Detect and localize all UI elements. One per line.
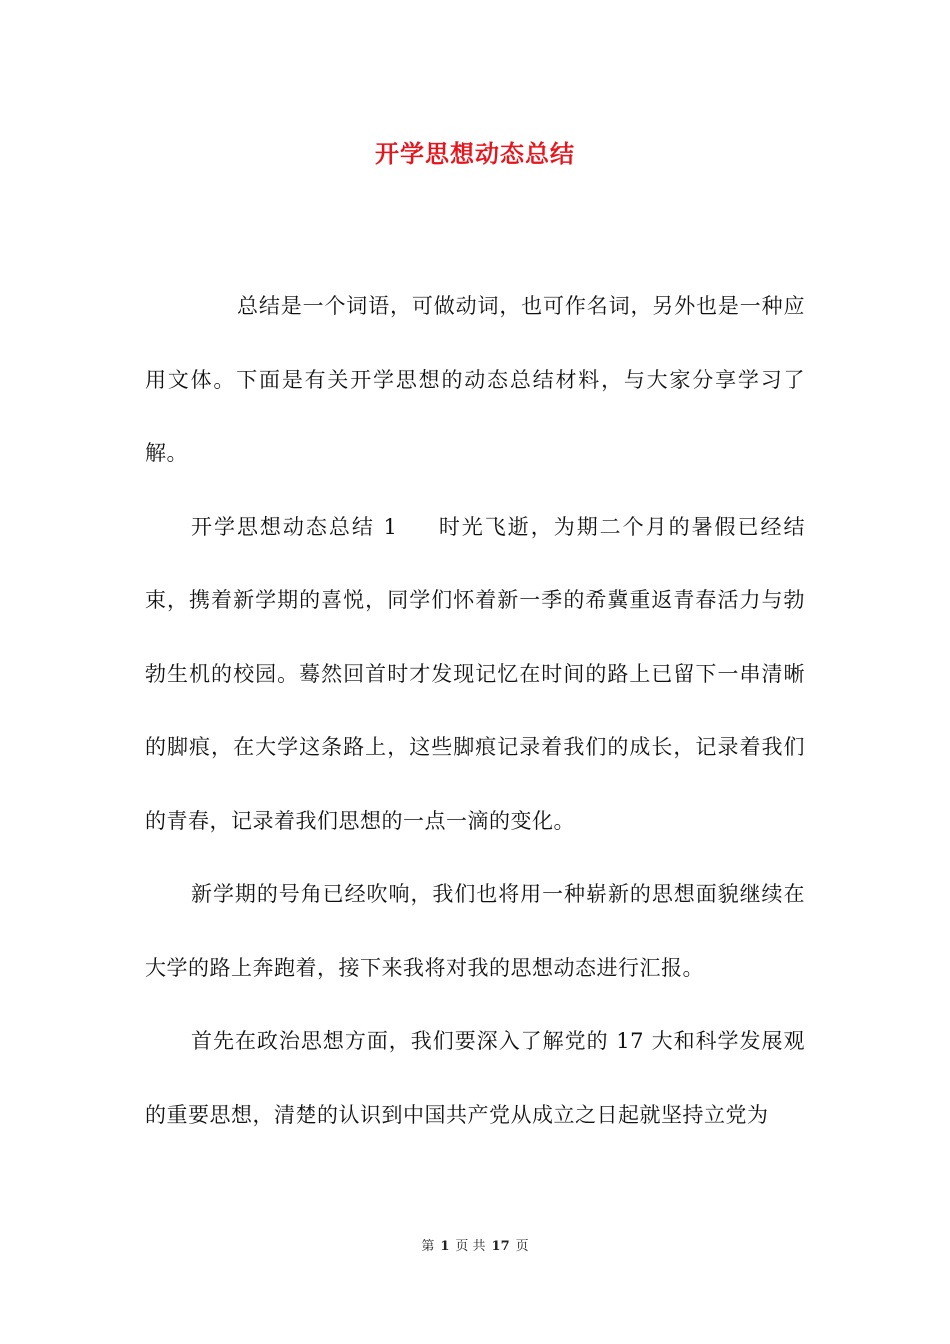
current-page-number: 1 [440, 1239, 450, 1254]
total-pages-number: 17 [491, 1239, 510, 1254]
paragraph-2: 新学期的号角已经吹响，我们也将用一种崭新的思想面貌继续在大学的路上奔跑着，接下来我将对我的思想动态进行汇报。 [145, 882, 805, 980]
paragraph-3: 首先在政治思想方面，我们要深入了解党的 17 大和科学发展观的重要思想，清楚的认识到中国共产党从成立之日起就坚持立党为 [145, 1029, 805, 1127]
footer-middle: 页 共 [455, 1239, 486, 1254]
section-1-text: 时光飞逝，为期二个月的暑假已经结束，携着新学期的喜悦，同学们怀着新一季的希冀重返青春活力与勃勃生机的校园。蓦然回首时才发现记忆在时间的路上已留下一串清晰的脚痕，在大学这条路上，这些脚痕记录着我们的成长，记录着我们的青春，记录着我们思想的一点一滴的变化。 [145, 514, 805, 833]
section-1-heading: 开学思想动态总结 1 [191, 514, 398, 539]
intro-paragraph: 总结是一个词语，可做动词，也可作名词，另外也是一种应用文体。下面是有关开学思想的动态总结材料，与大家分享学习了解。 [145, 294, 805, 465]
document-title: 开学思想动态总结 [375, 139, 575, 168]
footer-prefix: 第 [421, 1239, 435, 1254]
page-footer [0, 1237, 950, 1257]
document-body [145, 270, 805, 1152]
section-1-paragraph [145, 491, 805, 859]
footer-suffix: 页 [515, 1239, 529, 1254]
